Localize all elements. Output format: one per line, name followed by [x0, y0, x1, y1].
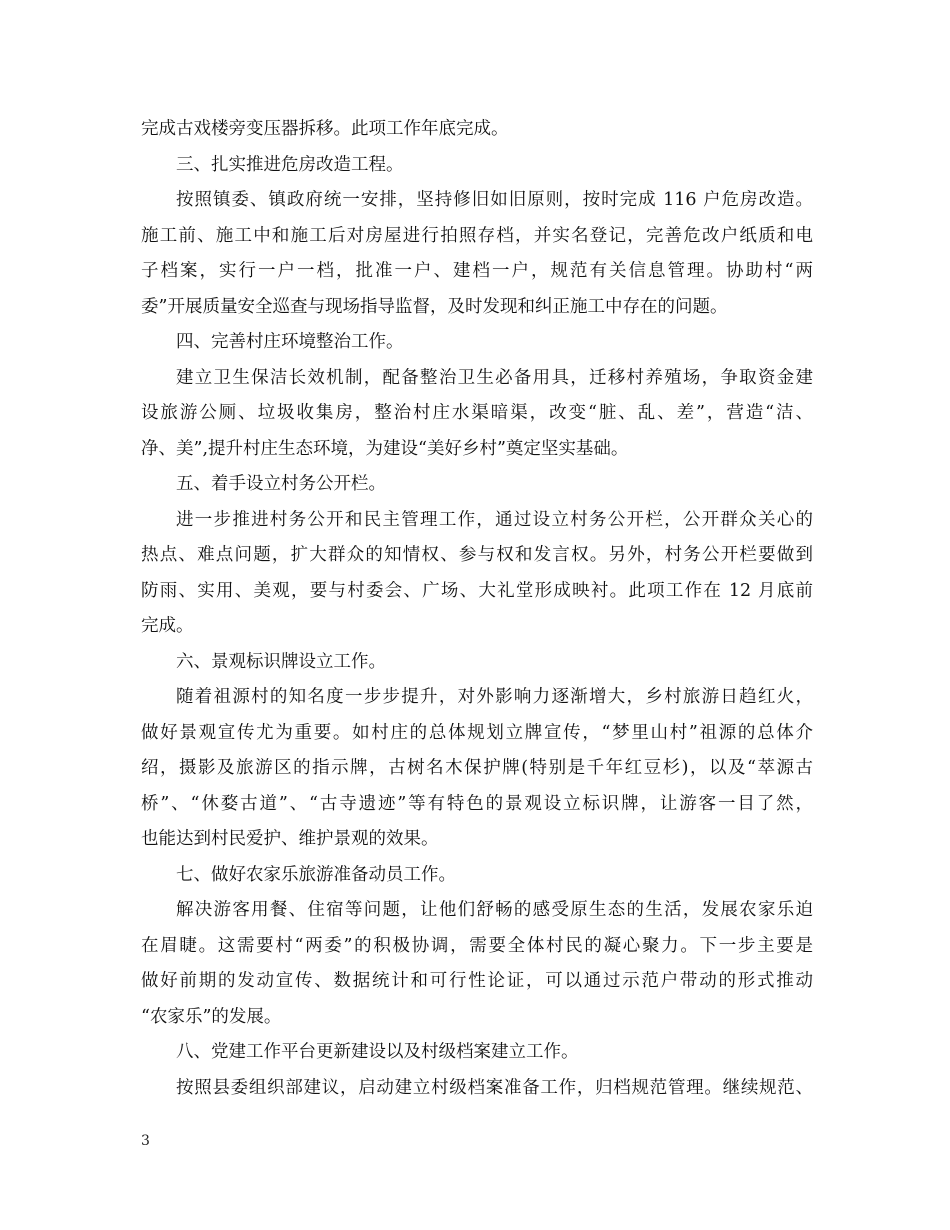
text-line: 完成。	[141, 616, 194, 636]
text-line: “农家乐”的发展。	[141, 1006, 282, 1027]
text-line: 做好景观宣传尤为重要。如村庄的总体规划立牌宣传，“梦里山村”祖源的总体介	[141, 722, 813, 743]
section-heading-3: 三、扎实推进危房改造工程。	[176, 154, 404, 175]
text-line: 解决游客用餐、住宿等问题，让他们舒畅的感受原生态的生活，发展农家乐迫	[176, 900, 813, 920]
text-line: 建立卫生保洁长效机制，配备整治卫生必备用具，迁移村养殖场，争取资金建	[176, 367, 813, 388]
text-line: 进一步推进村务公开和民主管理工作，通过设立村务公开栏，公开群众关心的	[176, 509, 813, 530]
text-line: 按照县委组织部建议，启动建立村级档案准备工作，归档规范管理。继续规范、	[176, 1077, 813, 1098]
text-line: 随着祖源村的知名度一步步提升，对外影响力逐渐增大，乡村旅游日趋红火，	[176, 687, 813, 707]
text-line: 按照镇委、镇政府统一安排，坚持修旧如旧原则，按时完成 116 户危房改造。	[176, 190, 813, 210]
text-line: 桥”、“休婺古道”、“古寺遗迹”等有特色的景观设立标识牌，让游客一目了然，	[141, 793, 813, 814]
section-heading-7: 七、做好农家乐旅游准备动员工作。	[176, 864, 456, 885]
text-line: 热点、难点问题，扩大群众的知情权、参与权和发言权。另外，村务公开栏要做到	[141, 545, 813, 565]
text-line: 在眉睫。这需要村“两委”的积极协调，需要全体村民的凝心聚力。下一步主要是	[141, 935, 813, 956]
text-line: 绍，摄影及旅游区的指示牌，古树名木保护牌(特别是千年红豆杉)，以及“萃源古	[141, 758, 813, 778]
section-heading-4: 四、完善村庄环境整治工作。	[176, 332, 404, 352]
text-line: 也能达到村民爱护、维护景观的效果。	[141, 829, 439, 849]
document-body	[141, 112, 813, 1106]
text-line: 委”开展质量安全巡查与现场指导监督，及时发现和纠正施工中存在的问题。	[141, 296, 728, 317]
text-line: 完成古戏楼旁变压器拆移。此项工作年底完成。	[141, 119, 509, 139]
section-heading-6: 六、景观标识牌设立工作。	[176, 651, 386, 672]
page-number: 3	[141, 1133, 150, 1149]
text-line: 施工前、施工中和施工后对房屋进行拍照存档，并实名登记，完善危改户纸质和电	[141, 225, 813, 246]
section-heading-5: 五、着手设立村务公开栏。	[176, 474, 386, 494]
text-line: 做好前期的发动宣传、数据统计和可行性论证，可以通过示范户带动的形式推动	[141, 971, 813, 991]
section-heading-8: 八、党建工作平台更新建设以及村级档案建立工作。	[176, 1042, 579, 1062]
text-line: 子档案，实行一户一档，批准一户、建档一户，规范有关信息管理。协助村“两	[141, 261, 813, 281]
text-line: 防雨、实用、美观，要与村委会、广场、大礼堂形成映衬。此项工作在 12 月底前	[141, 580, 813, 601]
text-line: 设旅游公厕、垃圾收集房，整治村庄水渠暗渠，改变“脏、乱、差”，营造“洁、	[141, 403, 813, 423]
text-line: 净、美”,提升村庄生态环境，为建设“美好乡村”奠定坚实基础。	[141, 438, 629, 459]
